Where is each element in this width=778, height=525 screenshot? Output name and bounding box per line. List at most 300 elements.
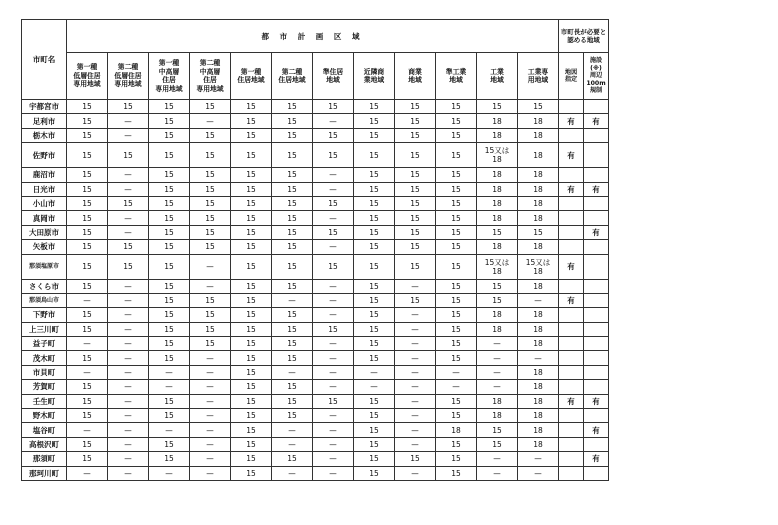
- table-row: [22, 423, 609, 437]
- height-limit-cell: 15: [149, 337, 190, 351]
- height-limit-cell: 18: [518, 196, 559, 210]
- city-name-cell: 宇都宮市: [22, 100, 67, 114]
- height-limit-cell: 15: [354, 168, 395, 182]
- height-limit-cell: 15: [272, 100, 313, 114]
- map-designation-cell: [559, 308, 584, 322]
- height-limit-cell: 15: [354, 452, 395, 466]
- map-designation-cell: 有: [559, 114, 584, 128]
- table-row: [22, 225, 609, 239]
- map-designation-cell: [559, 128, 584, 142]
- height-limit-cell: —: [354, 380, 395, 394]
- height-limit-cell: 15: [231, 254, 272, 279]
- facility-rule-cell: [584, 128, 609, 142]
- height-limit-cell: —: [395, 351, 436, 365]
- height-limit-cell: 15: [272, 409, 313, 423]
- height-limit-cell: 15: [395, 114, 436, 128]
- height-limit-cell: 15: [231, 168, 272, 182]
- height-limit-cell: 15: [354, 466, 395, 480]
- table-row: [22, 100, 609, 114]
- map-designation-cell: [559, 100, 584, 114]
- height-limit-cell: 15: [190, 322, 231, 336]
- height-limit-cell: —: [477, 452, 518, 466]
- zone-header-6: 第二種 住居地域: [272, 53, 313, 100]
- height-limit-cell: 15: [354, 100, 395, 114]
- height-limit-cell: —: [313, 308, 354, 322]
- table-row: [22, 365, 609, 379]
- height-limit-cell: 15: [313, 196, 354, 210]
- height-limit-cell: 18: [477, 114, 518, 128]
- height-limit-cell: 18: [477, 308, 518, 322]
- height-limit-cell: —: [272, 365, 313, 379]
- height-limit-cell: 15: [272, 308, 313, 322]
- height-limit-cell: 15: [395, 100, 436, 114]
- height-limit-cell: —: [518, 293, 559, 307]
- height-limit-cell: 15: [149, 225, 190, 239]
- map-designation-cell: [559, 211, 584, 225]
- table-row: [22, 322, 609, 336]
- height-limit-cell: —: [354, 365, 395, 379]
- height-limit-cell: 15: [436, 114, 477, 128]
- table-row: [22, 240, 609, 254]
- map-designation-cell: [559, 423, 584, 437]
- height-limit-cell: 15: [518, 225, 559, 239]
- map-designation-cell: [559, 225, 584, 239]
- height-limit-cell: 15: [354, 196, 395, 210]
- map-designation-cell: 有: [559, 182, 584, 196]
- height-limit-cell: —: [395, 409, 436, 423]
- height-limit-cell: 18: [518, 380, 559, 394]
- map-designation-cell: [559, 337, 584, 351]
- facility-100m-rule-header: 施設 (※) 周辺 100m 規制: [584, 53, 609, 100]
- height-limit-cell: 15: [395, 254, 436, 279]
- height-limit-cell: 15: [395, 168, 436, 182]
- height-limit-cell: 15: [436, 466, 477, 480]
- height-limit-cell: 15: [272, 128, 313, 142]
- height-limit-cell: 15: [231, 293, 272, 307]
- map-designation-cell: 有: [559, 293, 584, 307]
- height-limit-cell: 15又は 18: [477, 143, 518, 168]
- height-limit-cell: 15: [436, 128, 477, 142]
- height-limit-cell: 15: [313, 254, 354, 279]
- height-limit-cell: —: [108, 394, 149, 408]
- height-limit-cell: 18: [477, 168, 518, 182]
- zone-header-4: 第二種 中高層 住居 専用地域: [190, 53, 231, 100]
- height-limit-cell: 15: [436, 143, 477, 168]
- height-limit-cell: 15: [436, 351, 477, 365]
- height-limit-cell: —: [436, 380, 477, 394]
- height-limit-cell: 18: [518, 308, 559, 322]
- facility-rule-cell: [584, 466, 609, 480]
- height-limit-cell: —: [108, 211, 149, 225]
- height-limit-cell: —: [149, 423, 190, 437]
- height-limit-cell: 15: [272, 168, 313, 182]
- height-limit-cell: 15: [436, 279, 477, 293]
- zone-header-1: 第一種 低層住居 専用地域: [67, 53, 108, 100]
- height-limit-cell: 15: [436, 254, 477, 279]
- height-limit-cell: 18: [518, 279, 559, 293]
- height-limit-cell: 15: [231, 351, 272, 365]
- height-limit-cell: 15: [395, 211, 436, 225]
- height-limit-cell: —: [67, 365, 108, 379]
- height-limit-cell: 15: [436, 308, 477, 322]
- height-limit-cell: 15: [190, 337, 231, 351]
- height-limit-cell: 15: [231, 211, 272, 225]
- city-name-cell: 芳賀町: [22, 380, 67, 394]
- height-limit-cell: —: [190, 437, 231, 451]
- height-limit-cell: —: [149, 380, 190, 394]
- table-row: [22, 128, 609, 142]
- height-limit-cell: 15: [149, 452, 190, 466]
- height-limit-cell: 15: [67, 380, 108, 394]
- facility-rule-cell: 有: [584, 394, 609, 408]
- height-limit-cell: 18: [477, 128, 518, 142]
- facility-rule-cell: [584, 308, 609, 322]
- city-name-cell: 鹿沼市: [22, 168, 67, 182]
- map-designation-cell: [559, 279, 584, 293]
- height-limit-cell: 15: [354, 225, 395, 239]
- height-limit-cell: 15: [231, 196, 272, 210]
- facility-rule-cell: [584, 279, 609, 293]
- height-limit-cell: —: [395, 279, 436, 293]
- height-limit-cell: 15: [395, 196, 436, 210]
- height-limit-cell: —: [436, 365, 477, 379]
- table-row: [22, 452, 609, 466]
- city-name-cell: 市貝町: [22, 365, 67, 379]
- height-limit-cell: 15: [395, 293, 436, 307]
- height-limit-cell: 15: [190, 308, 231, 322]
- height-limit-cell: 15: [436, 168, 477, 182]
- map-designation-cell: [559, 168, 584, 182]
- height-limit-cell: —: [108, 114, 149, 128]
- height-limit-cell: 15: [231, 279, 272, 293]
- height-limit-cell: 15: [149, 254, 190, 279]
- facility-rule-cell: [584, 293, 609, 307]
- height-limit-cell: 15: [149, 143, 190, 168]
- height-limit-cell: —: [477, 337, 518, 351]
- height-limit-cell: 18: [518, 114, 559, 128]
- height-limit-cell: 15: [67, 211, 108, 225]
- height-limit-cell: 15: [436, 100, 477, 114]
- height-limit-cell: —: [190, 394, 231, 408]
- height-limit-cell: 15: [477, 423, 518, 437]
- zone-header-3: 第一種 中高層 住居 専用地域: [149, 53, 190, 100]
- height-limit-cell: —: [395, 394, 436, 408]
- height-limit-cell: 15: [272, 143, 313, 168]
- facility-rule-cell: 有: [584, 182, 609, 196]
- city-name-cell: 塩谷町: [22, 423, 67, 437]
- height-limit-cell: 15: [67, 279, 108, 293]
- facility-rule-cell: 有: [584, 114, 609, 128]
- map-designation-cell: [559, 365, 584, 379]
- height-limit-cell: —: [477, 351, 518, 365]
- height-limit-cell: —: [108, 337, 149, 351]
- height-limit-cell: 15: [149, 437, 190, 451]
- height-limit-cell: 15: [518, 100, 559, 114]
- height-limit-cell: —: [313, 452, 354, 466]
- height-limit-cell: 15: [67, 254, 108, 279]
- zone-header-12: 工業専 用地域: [518, 53, 559, 100]
- height-limit-cell: 18: [518, 240, 559, 254]
- height-limit-cell: —: [190, 466, 231, 480]
- height-limit-cell: 15: [231, 100, 272, 114]
- height-limit-cell: 15: [231, 423, 272, 437]
- facility-rule-cell: [584, 100, 609, 114]
- height-limit-cell: 18: [518, 409, 559, 423]
- city-name-cell: さくら市: [22, 279, 67, 293]
- height-limit-cell: 15: [354, 308, 395, 322]
- zone-header-5: 第一種 住居地域: [231, 53, 272, 100]
- facility-rule-cell: [584, 211, 609, 225]
- height-limit-cell: —: [518, 452, 559, 466]
- height-limit-cell: —: [67, 293, 108, 307]
- height-limit-cell: 18: [518, 143, 559, 168]
- height-limit-cell: 15: [190, 211, 231, 225]
- height-limit-cell: 15: [436, 437, 477, 451]
- height-limit-cell: 15: [231, 380, 272, 394]
- height-limit-cell: —: [190, 279, 231, 293]
- height-limit-cell: 15: [67, 168, 108, 182]
- height-limit-cell: —: [108, 322, 149, 336]
- facility-rule-cell: [584, 409, 609, 423]
- table-row: [22, 466, 609, 480]
- table-row: [22, 168, 609, 182]
- facility-rule-cell: [584, 380, 609, 394]
- height-limit-cell: —: [108, 225, 149, 239]
- height-limit-cell: 15: [149, 128, 190, 142]
- height-limit-cell: —: [395, 437, 436, 451]
- height-limit-cell: 15: [395, 240, 436, 254]
- height-limit-cell: —: [313, 365, 354, 379]
- height-limit-cell: 15: [190, 128, 231, 142]
- height-limit-cell: 15: [231, 308, 272, 322]
- height-limit-cell: —: [272, 466, 313, 480]
- height-limit-cell: 15: [354, 293, 395, 307]
- facility-rule-cell: [584, 143, 609, 168]
- height-limit-cell: —: [395, 423, 436, 437]
- height-limit-cell: 18: [518, 182, 559, 196]
- height-limit-cell: 15: [190, 196, 231, 210]
- height-limit-cell: —: [190, 423, 231, 437]
- height-limit-cell: 15: [190, 143, 231, 168]
- city-name-cell: 那珂川町: [22, 466, 67, 480]
- zone-header-8: 近隣商 業地域: [354, 53, 395, 100]
- height-limit-cell: 15: [477, 293, 518, 307]
- height-limit-cell: —: [477, 365, 518, 379]
- height-limit-cell: 15: [149, 409, 190, 423]
- height-limit-cell: —: [108, 452, 149, 466]
- height-limit-cell: 18: [436, 423, 477, 437]
- height-limit-cell: —: [149, 365, 190, 379]
- height-limit-cell: 15: [231, 322, 272, 336]
- height-limit-cell: —: [395, 365, 436, 379]
- height-limit-cell: —: [108, 380, 149, 394]
- height-limit-cell: —: [190, 351, 231, 365]
- height-limit-cell: —: [67, 423, 108, 437]
- height-limit-cell: —: [313, 466, 354, 480]
- map-designation-cell: [559, 437, 584, 451]
- height-limit-cell: —: [190, 114, 231, 128]
- facility-rule-cell: [584, 168, 609, 182]
- zone-header-7: 準住居 地域: [313, 53, 354, 100]
- height-limit-cell: —: [108, 308, 149, 322]
- height-limit-cell: 15: [108, 240, 149, 254]
- height-limit-cell: 15: [231, 240, 272, 254]
- height-limit-cell: 15: [436, 409, 477, 423]
- map-designation-cell: 有: [559, 394, 584, 408]
- height-limit-cell: 15: [67, 225, 108, 239]
- facility-rule-cell: 有: [584, 452, 609, 466]
- height-limit-cell: —: [272, 293, 313, 307]
- height-limit-cell: 18: [518, 211, 559, 225]
- height-limit-cell: 15: [67, 394, 108, 408]
- height-limit-cell: —: [477, 380, 518, 394]
- height-limit-cell: —: [313, 337, 354, 351]
- facility-rule-cell: 有: [584, 225, 609, 239]
- facility-rule-cell: [584, 337, 609, 351]
- height-limit-cell: 15: [436, 337, 477, 351]
- height-limit-cell: —: [67, 466, 108, 480]
- height-limit-cell: —: [190, 452, 231, 466]
- height-limit-cell: 15: [149, 240, 190, 254]
- height-limit-cell: 15: [354, 351, 395, 365]
- height-limit-cell: 15: [67, 351, 108, 365]
- table-row: [22, 337, 609, 351]
- height-limit-cell: 18: [477, 409, 518, 423]
- height-limit-cell: —: [190, 254, 231, 279]
- height-limit-cell: —: [313, 279, 354, 293]
- map-designation-cell: 有: [559, 254, 584, 279]
- table-row: [22, 308, 609, 322]
- height-limit-cell: 15又は 18: [518, 254, 559, 279]
- height-limit-cell: —: [108, 182, 149, 196]
- height-limit-cell: —: [190, 380, 231, 394]
- height-limit-cell: 15: [190, 240, 231, 254]
- height-limit-cell: 15: [436, 240, 477, 254]
- table-row: [22, 279, 609, 293]
- facility-rule-cell: [584, 240, 609, 254]
- height-limit-cell: 15: [354, 394, 395, 408]
- height-limit-cell: 15: [354, 409, 395, 423]
- table-row: [22, 293, 609, 307]
- height-limit-cell: 15: [231, 128, 272, 142]
- height-limit-cell: 15: [149, 322, 190, 336]
- height-limit-cell: 15: [149, 100, 190, 114]
- height-limit-cell: 18: [518, 337, 559, 351]
- zone-header-9: 商業 地域: [395, 53, 436, 100]
- table-row: [22, 254, 609, 279]
- height-limit-cell: 15: [436, 211, 477, 225]
- mayor-designated-area-header: 市町長が必要と認める地域: [559, 20, 609, 53]
- height-limit-cell: —: [149, 466, 190, 480]
- height-limit-cell: 15: [67, 128, 108, 142]
- height-limit-cell: 15: [231, 182, 272, 196]
- height-limit-cell: —: [395, 380, 436, 394]
- height-limit-cell: 15: [272, 211, 313, 225]
- height-limit-cell: —: [313, 293, 354, 307]
- city-name-cell: 下野市: [22, 308, 67, 322]
- height-limit-cell: 15又は 18: [477, 254, 518, 279]
- city-column-header: 市町名: [22, 20, 67, 100]
- height-limit-cell: 15: [313, 394, 354, 408]
- height-limit-cell: 15: [354, 240, 395, 254]
- height-limit-cell: 15: [149, 394, 190, 408]
- height-regulation-table: [21, 19, 609, 481]
- table-row: [22, 394, 609, 408]
- height-limit-cell: 15: [354, 128, 395, 142]
- city-name-cell: 小山市: [22, 196, 67, 210]
- height-limit-cell: 15: [190, 100, 231, 114]
- height-limit-cell: —: [477, 466, 518, 480]
- facility-rule-cell: 有: [584, 423, 609, 437]
- height-limit-cell: 15: [354, 211, 395, 225]
- height-limit-cell: 15: [436, 196, 477, 210]
- height-limit-cell: —: [313, 437, 354, 451]
- height-limit-cell: 15: [354, 182, 395, 196]
- height-limit-cell: 15: [67, 409, 108, 423]
- height-limit-cell: —: [67, 337, 108, 351]
- height-limit-cell: —: [108, 466, 149, 480]
- height-limit-cell: 15: [272, 240, 313, 254]
- height-limit-cell: 15: [149, 114, 190, 128]
- height-limit-cell: —: [108, 128, 149, 142]
- facility-rule-cell: [584, 254, 609, 279]
- height-limit-cell: 15: [231, 437, 272, 451]
- height-limit-cell: 18: [518, 437, 559, 451]
- height-limit-cell: 15: [149, 351, 190, 365]
- height-limit-cell: 15: [313, 128, 354, 142]
- height-limit-cell: 15: [354, 423, 395, 437]
- height-limit-cell: 15: [436, 394, 477, 408]
- height-limit-cell: 15: [477, 279, 518, 293]
- facility-rule-cell: [584, 437, 609, 451]
- height-limit-cell: 15: [313, 143, 354, 168]
- height-limit-cell: —: [108, 365, 149, 379]
- height-limit-cell: 15: [231, 337, 272, 351]
- height-limit-cell: —: [518, 351, 559, 365]
- height-limit-cell: 15: [190, 168, 231, 182]
- height-limit-cell: 15: [231, 114, 272, 128]
- height-limit-cell: 15: [67, 196, 108, 210]
- map-designation-cell: 有: [559, 143, 584, 168]
- zone-header-10: 準工業 地域: [436, 53, 477, 100]
- city-name-cell: 佐野市: [22, 143, 67, 168]
- height-limit-cell: 15: [67, 114, 108, 128]
- height-limit-cell: 15: [190, 225, 231, 239]
- height-limit-cell: 15: [395, 128, 436, 142]
- map-designation-cell: [559, 351, 584, 365]
- height-limit-cell: 15: [313, 225, 354, 239]
- height-regulation-table-container: [21, 19, 609, 481]
- height-limit-cell: 15: [231, 452, 272, 466]
- height-limit-cell: —: [313, 351, 354, 365]
- table-row: [22, 114, 609, 128]
- city-planning-area-header: 都 市 計 画 区 域: [67, 20, 559, 53]
- height-limit-cell: 15: [67, 452, 108, 466]
- table-row: [22, 437, 609, 451]
- table-row: [22, 351, 609, 365]
- city-name-cell: 壬生町: [22, 394, 67, 408]
- height-limit-cell: 15: [436, 293, 477, 307]
- height-limit-cell: 15: [231, 409, 272, 423]
- height-limit-cell: —: [395, 322, 436, 336]
- map-designation-cell: [559, 452, 584, 466]
- city-name-cell: 益子町: [22, 337, 67, 351]
- height-limit-cell: 15: [477, 225, 518, 239]
- height-limit-cell: 15: [395, 225, 436, 239]
- facility-rule-cell: [584, 196, 609, 210]
- table-row: [22, 196, 609, 210]
- height-limit-cell: 15: [477, 437, 518, 451]
